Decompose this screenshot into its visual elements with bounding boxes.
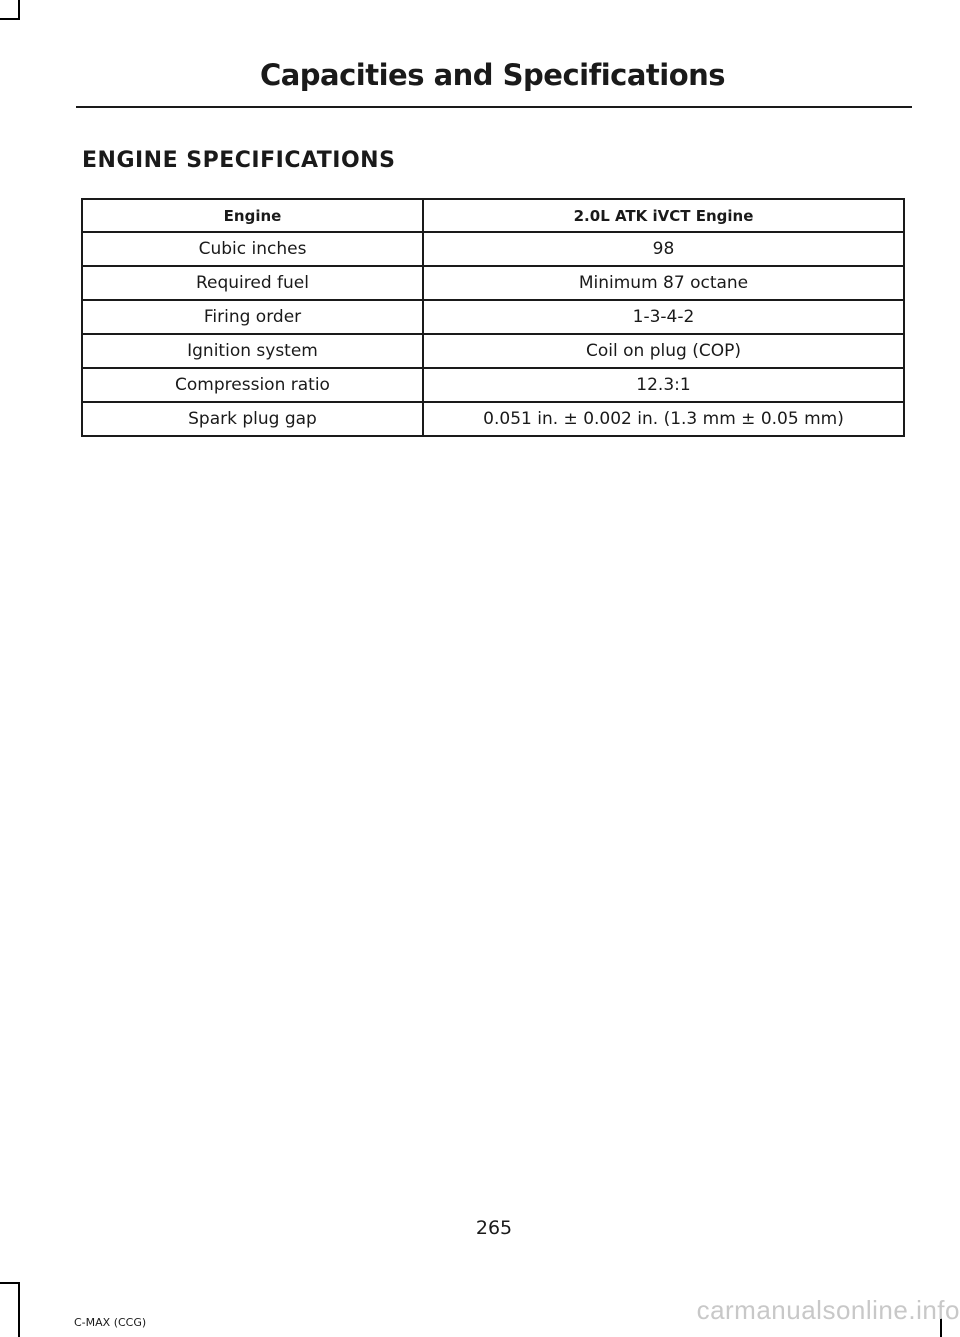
table-row [82, 232, 904, 266]
row-label: Ignition system [82, 334, 423, 368]
row-label: Required fuel [82, 266, 423, 300]
crop-mark-bottom-left [18, 1282, 20, 1337]
crop-mark-bottom-left [0, 1282, 20, 1284]
table-row [82, 402, 904, 436]
row-label: Firing order [82, 300, 423, 334]
watermark-link[interactable]: carmanualsonline.info [696, 1295, 960, 1325]
row-value: 12.3:1 [423, 368, 904, 402]
table-row [82, 300, 904, 334]
column-header-engine-type: 2.0L ATK iVCT Engine [423, 199, 904, 232]
row-value: Minimum 87 octane [423, 266, 904, 300]
column-header-engine: Engine [82, 199, 423, 232]
row-value: 1-3-4-2 [423, 300, 904, 334]
table-row [82, 334, 904, 368]
row-value: 98 [423, 232, 904, 266]
crop-mark-top-left [0, 18, 20, 20]
header-rule [76, 106, 912, 108]
table-row [82, 368, 904, 402]
crop-mark-top-left [18, 0, 20, 18]
table-header-row [82, 199, 904, 232]
row-value: Coil on plug (COP) [423, 334, 904, 368]
footer-model-code: C-MAX (CCG) [74, 1316, 147, 1329]
chapter-title: Capacities and Specifications [259, 58, 726, 92]
row-label: Cubic inches [82, 232, 423, 266]
row-value: 0.051 in. ± 0.002 in. (1.3 mm ± 0.05 mm) [423, 402, 904, 436]
page-number: 265 [475, 1217, 513, 1239]
row-label: Compression ratio [82, 368, 423, 402]
section-heading: ENGINE SPECIFICATIONS [82, 148, 396, 173]
row-label: Spark plug gap [82, 402, 423, 436]
engine-specifications-table [81, 198, 905, 437]
table-row [82, 266, 904, 300]
